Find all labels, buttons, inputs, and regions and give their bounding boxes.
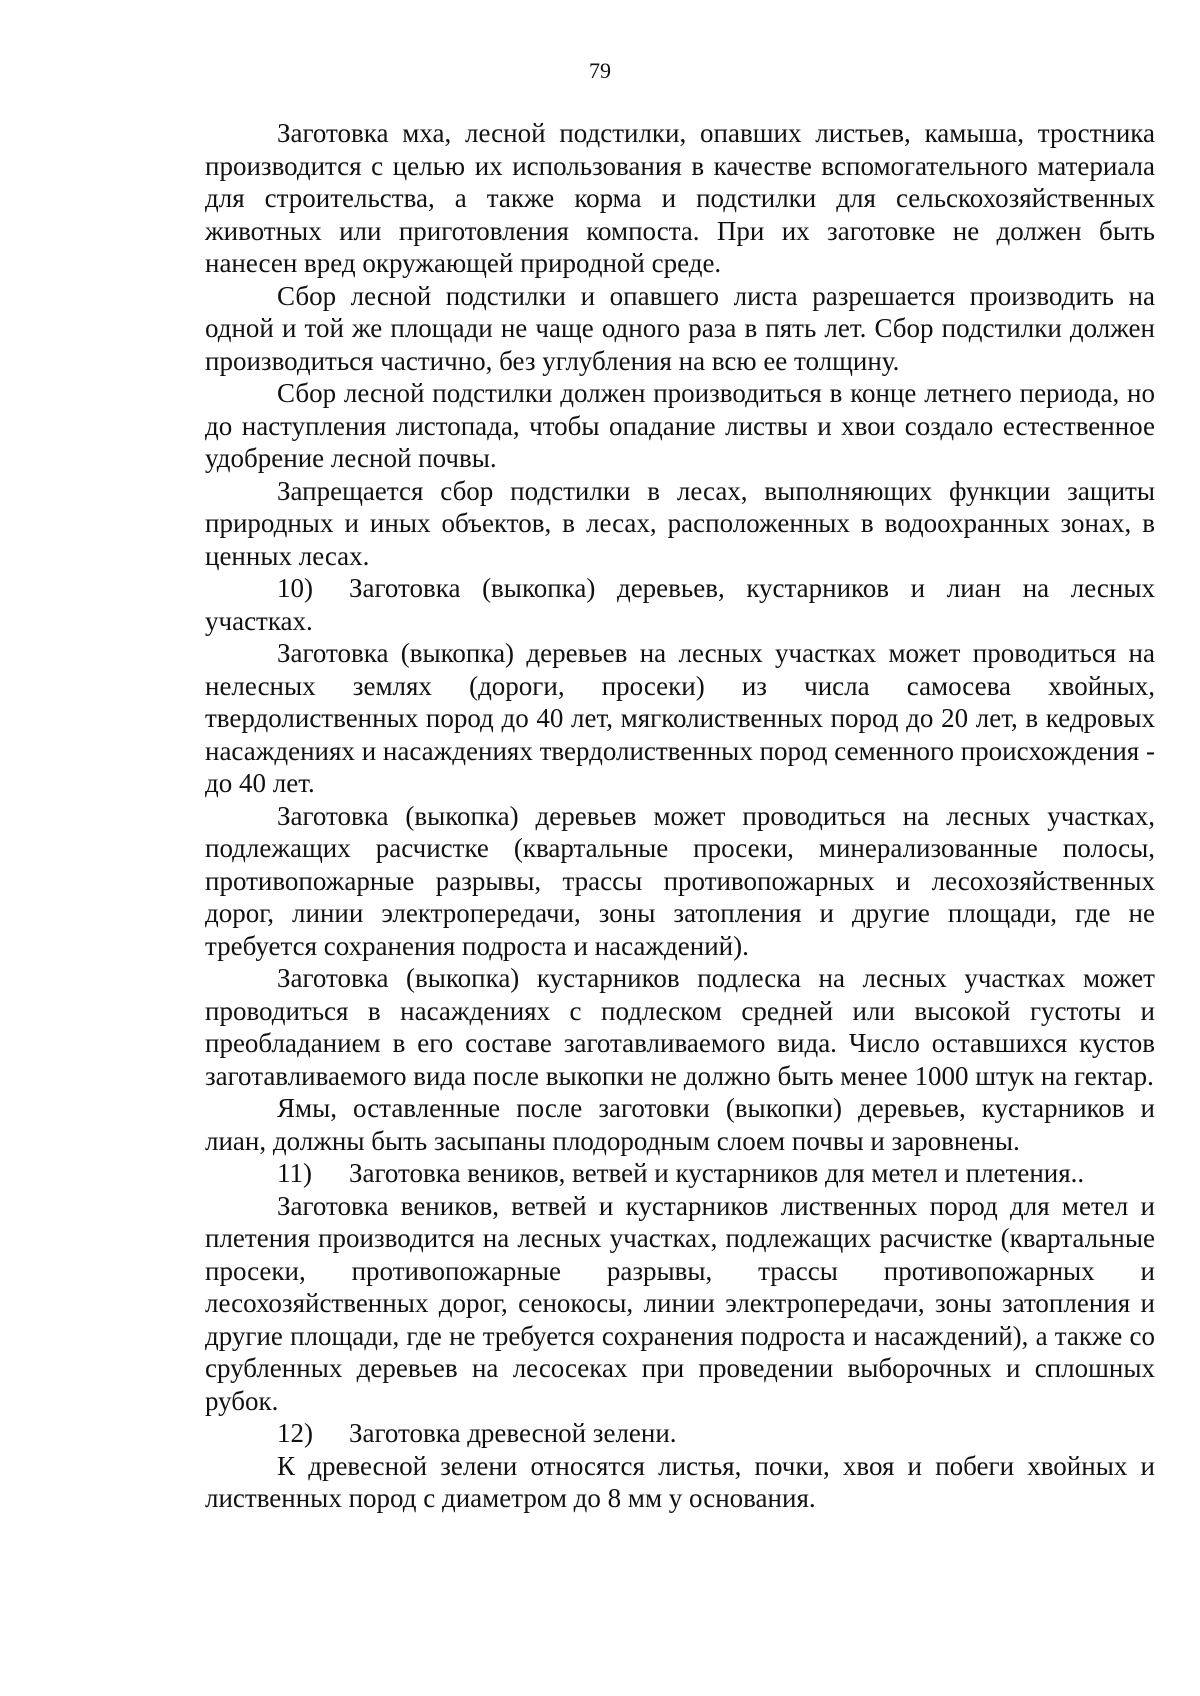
numbered-item: [205, 1417, 1155, 1450]
paragraph: Заготовка (выкопка) деревьев на лесных участках может проводиться на нелесных землях (дороги, просеки) из числа самосева хвойных, твердолиственных пород до 40 лет, мягколиственных пород до 20 лет, в кедровых насаждениях и насаждениях твердолиственных пород семенного происхождения - до 40 лет.: [205, 638, 1155, 798]
paragraph: Ямы, оставленные после заготовки (выкопки) деревьев, кустарников и лиан, должны быть засыпаны плодородным слоем почвы и заровнены.: [205, 1093, 1155, 1156]
paragraph: Сбор лесной подстилки и опавшего листа разрешается производить на одной и той же площади не чаще одного раза в пять лет. Сбор подстилки должен производиться частично, без углубления на всю ее толщину.: [205, 280, 1155, 376]
paragraph: Сбор лесной подстилки должен производиться в конце летнего периода, но до наступления листопада, чтобы опадание листвы и хвои создало естественное удобрение лесной почвы.: [205, 378, 1155, 473]
page-number: 79: [589, 58, 611, 83]
paragraph: Заготовка (выкопка) деревьев может проводиться на лесных участках, подлежащих расчистке (квартальные просеки, минерализованные полосы, противопожарные разрывы, трассы противопожарных и лесохозяйственных дорог, линии электропередачи, зоны затопления и другие площади, где не требуется сохранения подроста и насаждений).: [205, 800, 1155, 961]
item-number: 11): [277, 1158, 312, 1188]
document-body: [205, 117, 1155, 1515]
item-heading: Заготовка веников, ветвей и кустарников для метел и плетения..: [349, 1158, 1085, 1188]
numbered-item: [205, 1157, 1155, 1190]
paragraph: Заготовка мха, лесной подстилки, опавших листьев, камыша, тростника производится с целью их использования в качестве вспомогательного материала для строительства, а также корма и подстилки для сельскохозяйственных животных или приготовления компоста. При их заготовке не должен быть нанесен вред окружающей природной среде.: [205, 118, 1155, 278]
item-number: 10): [277, 573, 313, 603]
item-number: 12): [277, 1418, 313, 1448]
paragraph: Заготовка (выкопка) кустарников подлеска на лесных участках может проводиться в насаждениях с подлеском средней или высокой густоты и преобладанием в его составе заготавливаемого вида. Число оставшихся кустов заготавливаемого вида после выкопки не должно быть менее 1000 штук на гектар.: [205, 963, 1155, 1091]
paragraph: К древесной зелени относятся листья, почки, хвоя и побеги хвойных и лиственных пород с диаметром до 8 мм у основания.: [205, 1450, 1155, 1513]
numbered-item: [205, 572, 1155, 637]
paragraph: Заготовка веников, ветвей и кустарников лиственных пород для метел и плетения производится на лесных участках, подлежащих расчистке (квартальные просеки, противопожарные разрывы, трассы противопожарных и лесохозяйственных дорог, сенокосы, линии электропередачи, зоны затопления и другие площади, где не требуется сохранения подроста и насаждений), а также со срубленных деревьев на лесосеках при проведении выборочных и сплошных рубок.: [205, 1190, 1155, 1416]
item-heading: Заготовка (выкопка) деревьев, кустарников и лиан на лесных участках.: [205, 573, 1155, 636]
paragraph: Запрещается сбор подстилки в лесах, выполняющих функции защиты природных и иных объектов, в лесах, расположенных в водоохранных зонах, в ценных лесах.: [205, 475, 1155, 571]
item-heading: Заготовка древесной зелени.: [349, 1418, 677, 1448]
